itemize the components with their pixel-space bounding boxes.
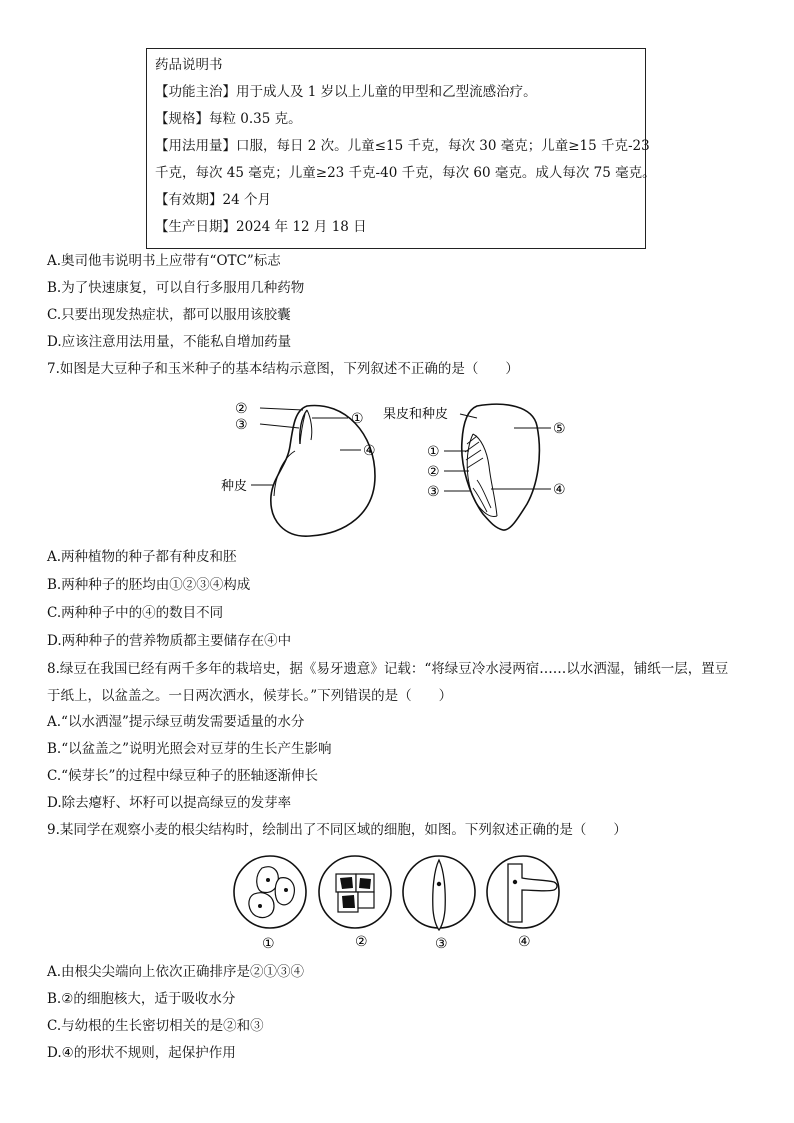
cell-label-3: ③ <box>435 936 448 952</box>
leaflet-title: 药品说明书 <box>155 57 223 73</box>
cell-label-1: ① <box>262 936 275 952</box>
leaflet-function: 【功能主治】用于成人及 1 岁以上儿童的甲型和乙型流感治疗。 <box>155 84 537 100</box>
bean-label-4: ④ <box>363 443 376 459</box>
corn-label-3: ③ <box>427 484 440 500</box>
q8-stem-line1: 8.绿豆在我国已经有两千多年的栽培史，据《易牙遗意》记载：“将绿豆冷水浸两宿……以水洒湿，铺纸一层，置豆 <box>47 661 729 677</box>
bean-label-1: ① <box>351 411 364 427</box>
bean-label-seed-coat: 种皮 <box>221 479 248 494</box>
bean-label-3: ③ <box>235 417 248 433</box>
leaflet-validity: 【有效期】24 个月 <box>155 192 271 208</box>
q9-option-b: B.②的细胞核大，适于吸收水分 <box>47 991 236 1007</box>
cell-4-drawing <box>508 864 557 922</box>
cell-label-2: ② <box>355 934 368 950</box>
leaflet-usage-line2: 千克，每次 45 毫克；儿童≥23 千克-40 千克，每次 60 毫克。成人每次 75 毫克。 <box>155 165 656 181</box>
q9-option-a: A.由根尖尖端向上依次正确排序是②①③④ <box>47 964 305 980</box>
corn-label-coat: 果皮和种皮 <box>383 407 449 422</box>
medicine-leaflet-box <box>146 48 656 249</box>
root-cells-figure <box>232 850 572 955</box>
seed-structure-figure <box>215 396 585 541</box>
q7-option-a: A.两种植物的种子都有种皮和胚 <box>47 549 237 565</box>
q9-option-c: C.与幼根的生长密切相关的是②和③ <box>47 1018 264 1034</box>
corn-label-5: ⑤ <box>553 421 566 437</box>
q6-option-a: A.奥司他韦说明书上应带有“OTC”标志 <box>47 253 281 269</box>
q7-stem: 7.如图是大豆种子和玉米种子的基本结构示意图，下列叙述不正确的是（ ） <box>47 361 519 377</box>
cell-label-4: ④ <box>518 934 531 950</box>
cell-circle-4 <box>487 856 559 928</box>
corn-label-2: ② <box>427 464 440 480</box>
leaflet-usage-line1: 【用法用量】口服，每日 2 次。儿童≤15 千克，每次 30 毫克；儿童≥15 千克-23 <box>155 138 650 154</box>
bean-label-2: ② <box>235 401 248 417</box>
corn-label-1: ① <box>427 444 440 460</box>
q9-option-d: D.④的形状不规则，起保护作用 <box>47 1045 236 1061</box>
leaflet-date: 【生产日期】2024 年 12 月 18 日 <box>155 219 367 235</box>
q8-option-b: B.“以盆盖之”说明光照会对豆芽的生长产生影响 <box>47 741 332 757</box>
leaflet-spec: 【规格】每粒 0.35 克。 <box>155 111 302 127</box>
q6-option-d: D.应该注意用法用量，不能私自增加药量 <box>47 334 292 350</box>
q8-option-a: A.“以水洒湿”提示绿豆萌发需要适量的水分 <box>47 714 305 730</box>
q6-option-b: B.为了快速康复，可以自行多服用几种药物 <box>47 280 305 296</box>
q7-option-c: C.两种种子中的④的数目不同 <box>47 605 224 621</box>
q8-option-c: C.“候芽长”的过程中绿豆种子的胚轴逐渐伸长 <box>47 768 318 784</box>
q8-stem-line2: 于纸上，以盆盖之。一日两次洒水，候芽长。”下列错误的是（ ） <box>47 688 453 704</box>
q9-stem: 9.某同学在观察小麦的根尖结构时，绘制出了不同区域的细胞，如图。下列叙述正确的是（ ） <box>47 822 627 838</box>
cell-3-drawing <box>433 860 446 930</box>
corn-label-4: ④ <box>553 482 566 498</box>
q8-option-d: D.除去瘪籽、坏籽可以提高绿豆的发芽率 <box>47 795 292 811</box>
q7-option-b: B.两种种子的胚均由①②③④构成 <box>47 577 251 593</box>
q6-option-c: C.只要出现发热症状，都可以服用该胶囊 <box>47 307 291 323</box>
corn-seed-drawing <box>462 404 540 530</box>
cell-1-drawing <box>249 867 294 918</box>
q7-option-d: D.两种种子的营养物质都主要储存在④中 <box>47 633 292 649</box>
